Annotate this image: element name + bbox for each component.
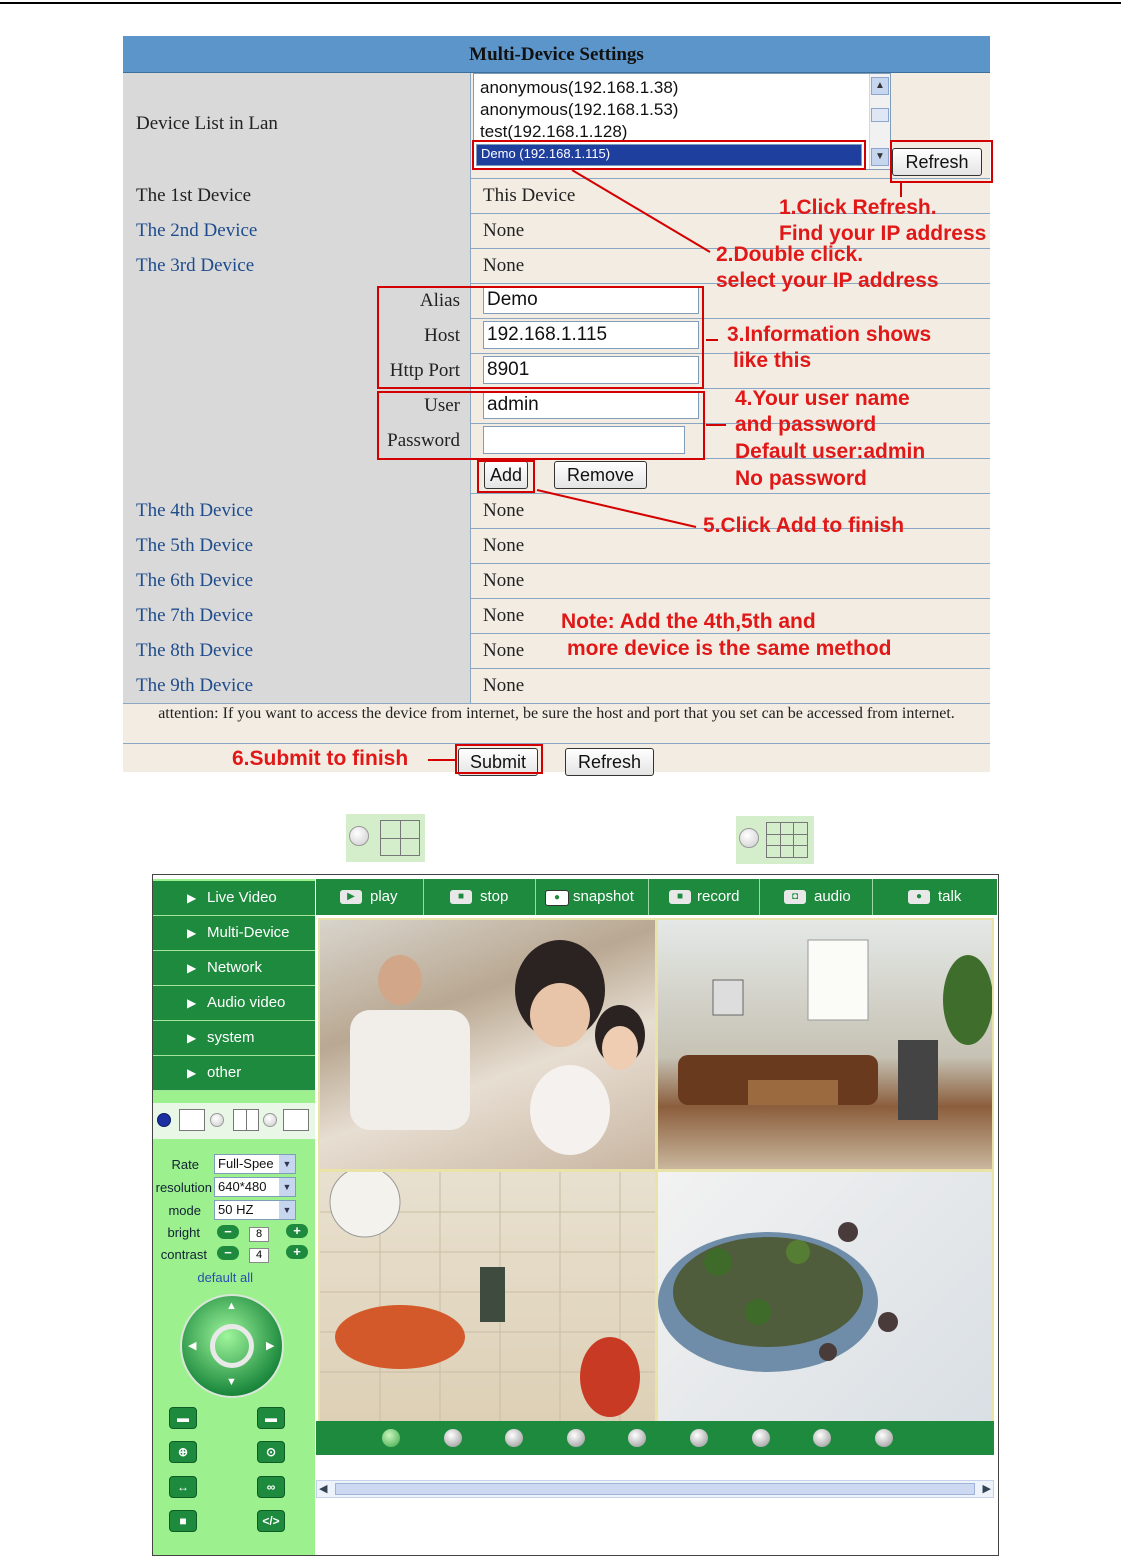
device-label[interactable]: The 9th Device bbox=[136, 675, 254, 696]
speaker-icon: ◘ bbox=[784, 890, 806, 904]
nav-live-video[interactable]: ▶ Live Video bbox=[153, 881, 315, 916]
annotation-step2: select your IP address bbox=[716, 269, 939, 292]
code-icon[interactable]: </> bbox=[257, 1510, 285, 1532]
default-all-link[interactable]: default all bbox=[197, 1270, 253, 1285]
annotation-step1: 1.Click Refresh. bbox=[779, 196, 937, 219]
sidebar bbox=[153, 879, 315, 1555]
camera-feed-3[interactable] bbox=[318, 1170, 657, 1423]
chevron-down-icon: ▼ bbox=[279, 1155, 295, 1173]
zoom-out-icon[interactable]: ⊙ bbox=[257, 1441, 285, 1463]
horizontal-patrol-icon[interactable]: ↔ bbox=[169, 1476, 197, 1498]
bright-minus-button[interactable]: − bbox=[217, 1225, 239, 1239]
contrast-value: 4 bbox=[249, 1248, 269, 1263]
play-triangle-icon: ▶ bbox=[187, 996, 197, 1010]
camera-8-indicator[interactable] bbox=[813, 1429, 831, 1447]
layout-1-radio[interactable] bbox=[157, 1113, 171, 1127]
ptz-direction-pad[interactable] bbox=[180, 1294, 284, 1398]
ptz-right-icon[interactable]: ▶ bbox=[266, 1340, 275, 1352]
bright-value: 8 bbox=[249, 1227, 269, 1242]
play-icon: ▶ bbox=[340, 890, 362, 904]
nine-view-icon bbox=[283, 1109, 309, 1131]
audio-button[interactable]: ◘ audio bbox=[760, 879, 873, 915]
stop-button[interactable]: ■ stop bbox=[424, 879, 536, 915]
record-icon: ■ bbox=[669, 890, 691, 904]
camera-selector-strip bbox=[316, 1421, 994, 1455]
host-label: Host bbox=[424, 325, 460, 346]
play-triangle-icon: ▶ bbox=[187, 1031, 197, 1045]
camera-9-indicator[interactable] bbox=[875, 1429, 893, 1447]
device-list-label: Device List in Lan bbox=[136, 113, 278, 134]
ptz-preset-icon[interactable]: ▬ bbox=[257, 1407, 285, 1429]
patrol-loop-icon[interactable]: ∞ bbox=[257, 1476, 285, 1498]
single-view-icon bbox=[179, 1109, 205, 1131]
device-list-item[interactable]: test(192.168.1.128) bbox=[480, 122, 628, 140]
device-label[interactable]: The 7th Device bbox=[136, 605, 254, 626]
annotation-note: more device is the same method bbox=[567, 637, 892, 660]
camera-7-indicator[interactable] bbox=[752, 1429, 770, 1447]
user-label: User bbox=[424, 395, 460, 416]
camera-5-indicator[interactable] bbox=[628, 1429, 646, 1447]
device-label[interactable]: The 6th Device bbox=[136, 570, 254, 591]
remove-button[interactable]: Remove bbox=[554, 461, 647, 489]
talk-button[interactable]: ● talk bbox=[873, 879, 997, 915]
add-button[interactable]: Add bbox=[484, 461, 528, 489]
device-value: None bbox=[483, 570, 525, 591]
scroll-thumb[interactable] bbox=[335, 1483, 975, 1495]
camera-1-indicator[interactable] bbox=[382, 1429, 400, 1447]
toolbar bbox=[316, 879, 997, 915]
device-value: None bbox=[483, 255, 525, 276]
horizontal-scrollbar[interactable] bbox=[316, 1480, 994, 1498]
device-value: None bbox=[483, 640, 525, 661]
annotation-step4: 4.Your user name bbox=[735, 387, 910, 410]
nav-multi-device[interactable]: ▶ Multi-Device bbox=[153, 916, 315, 951]
plant-image bbox=[658, 1172, 994, 1423]
scroll-down-icon[interactable]: ▼ bbox=[871, 148, 889, 166]
bathroom-image bbox=[320, 1172, 657, 1423]
device-value: None bbox=[483, 605, 525, 626]
camera-feed-1[interactable] bbox=[318, 918, 657, 1171]
annotation-step3: like this bbox=[733, 349, 812, 372]
contrast-plus-button[interactable]: + bbox=[286, 1245, 308, 1259]
annotation-step4: No password bbox=[735, 467, 867, 490]
play-button[interactable]: ▶ play bbox=[316, 879, 424, 915]
alias-input[interactable]: Demo bbox=[483, 286, 699, 314]
quad-view-icon bbox=[233, 1109, 259, 1131]
camera-feed-2[interactable] bbox=[656, 918, 994, 1171]
play-triangle-icon: ▶ bbox=[187, 1066, 197, 1080]
layout-9-radio[interactable] bbox=[263, 1113, 277, 1127]
http-port-input[interactable]: 8901 bbox=[483, 356, 699, 384]
mode-select[interactable]: 50 HZ ▼ bbox=[214, 1200, 296, 1220]
annotation-step1: Find your IP address bbox=[779, 222, 987, 245]
ptz-down-icon[interactable]: ▼ bbox=[226, 1376, 237, 1388]
ptz-preset-icon[interactable]: ▬ bbox=[169, 1407, 197, 1429]
device-list-item[interactable]: anonymous(192.168.1.53) bbox=[480, 100, 679, 119]
device-label: The 1st Device bbox=[136, 185, 252, 206]
contrast-minus-button[interactable]: − bbox=[217, 1246, 239, 1260]
camera-2-indicator[interactable] bbox=[444, 1429, 462, 1447]
bright-plus-button[interactable]: + bbox=[286, 1224, 308, 1238]
chevron-down-icon: ▼ bbox=[279, 1178, 295, 1196]
device-label[interactable]: The 3rd Device bbox=[136, 255, 255, 276]
layout-4-icon bbox=[346, 814, 425, 862]
camera-feed-4[interactable] bbox=[656, 1170, 994, 1423]
device-value: None bbox=[483, 675, 525, 696]
living-room-image bbox=[658, 920, 994, 1171]
refresh-list-button[interactable]: Refresh bbox=[892, 148, 982, 176]
device-list-item-selected[interactable]: Demo (192.168.1.115) bbox=[476, 144, 862, 166]
layout-4-radio[interactable] bbox=[210, 1113, 224, 1127]
user-input[interactable]: admin bbox=[483, 391, 699, 419]
annotation-step2: 2.Double click. bbox=[716, 243, 864, 266]
annotation-step4: and password bbox=[735, 413, 877, 436]
ptz-left-icon[interactable]: ◀ bbox=[188, 1340, 197, 1352]
annotation-step3: 3.Information shows bbox=[727, 323, 932, 346]
nav-system[interactable]: ▶ system bbox=[153, 1021, 315, 1056]
scroll-right-icon[interactable]: ▶ bbox=[982, 1483, 991, 1495]
submit-button[interactable]: Submit bbox=[458, 748, 538, 776]
panel-title: Multi-Device Settings bbox=[123, 36, 990, 73]
http-port-label: Http Port bbox=[389, 360, 460, 381]
device-list-item[interactable]: anonymous(192.168.1.38) bbox=[480, 78, 679, 97]
camera-4-indicator[interactable] bbox=[567, 1429, 585, 1447]
annotation-step4: Default user:admin bbox=[735, 440, 926, 463]
nav-network[interactable]: ▶ Network bbox=[153, 951, 315, 986]
nav-audio-video[interactable]: ▶ Audio video bbox=[153, 986, 315, 1021]
family-photo-image bbox=[320, 920, 657, 1171]
layout-9-icon bbox=[736, 816, 814, 864]
bright-label: bright bbox=[167, 1225, 200, 1240]
resolution-label: resolution bbox=[155, 1180, 212, 1195]
annotation-step6: 6.Submit to finish bbox=[232, 747, 409, 770]
device-label[interactable]: The 5th Device bbox=[136, 535, 254, 556]
annotation-step5: 5.Click Add to finish bbox=[703, 514, 905, 537]
device-label[interactable]: The 4th Device bbox=[136, 500, 254, 521]
mode-label: mode bbox=[168, 1203, 201, 1218]
ptz-center-button[interactable] bbox=[210, 1324, 254, 1368]
ptz-up-icon[interactable]: ▲ bbox=[226, 1300, 237, 1312]
stop-icon[interactable]: ■ bbox=[169, 1510, 197, 1532]
password-label: Password bbox=[387, 430, 460, 451]
nav-other[interactable]: ▶ other bbox=[153, 1056, 315, 1091]
chevron-down-icon: ▼ bbox=[279, 1201, 295, 1219]
snapshot-button[interactable]: ● snapshot bbox=[536, 879, 649, 915]
contrast-label: contrast bbox=[160, 1247, 207, 1262]
device-value: None bbox=[483, 500, 525, 521]
attention-note: attention: If you want to access the device from internet, be sure the host and port that you set can be accessed from internet. bbox=[158, 705, 955, 722]
record-button[interactable]: ■ record bbox=[649, 879, 760, 915]
zoom-in-icon[interactable]: ⊕ bbox=[169, 1441, 197, 1463]
device-label[interactable]: The 2nd Device bbox=[136, 220, 258, 241]
rate-select[interactable]: Full-Spee ▼ bbox=[214, 1154, 296, 1174]
scroll-up-icon[interactable]: ▲ bbox=[871, 77, 889, 95]
host-input[interactable]: 192.168.1.115 bbox=[483, 321, 699, 349]
layout-selector bbox=[153, 1103, 315, 1139]
play-triangle-icon: ▶ bbox=[187, 961, 197, 975]
rate-label: Rate bbox=[171, 1157, 199, 1172]
alias-label: Alias bbox=[419, 290, 460, 311]
annotation-note: Note: Add the 4th,5th and bbox=[561, 610, 816, 633]
resolution-select[interactable]: 640*480 ▼ bbox=[214, 1177, 296, 1197]
device-label[interactable]: The 8th Device bbox=[136, 640, 254, 661]
camera-viewer-window bbox=[152, 874, 999, 1556]
device-value: None bbox=[483, 535, 525, 556]
stop-icon: ■ bbox=[450, 890, 472, 904]
camera-3-indicator[interactable] bbox=[505, 1429, 523, 1447]
camera-6-indicator[interactable] bbox=[690, 1429, 708, 1447]
device-value: None bbox=[483, 220, 525, 241]
refresh-button[interactable]: Refresh bbox=[565, 748, 654, 776]
microphone-icon: ● bbox=[908, 890, 930, 904]
camera-icon: ● bbox=[545, 890, 569, 906]
play-triangle-icon: ▶ bbox=[187, 926, 197, 940]
device-value: This Device bbox=[483, 185, 576, 206]
scroll-left-icon[interactable]: ◀ bbox=[319, 1483, 328, 1495]
play-triangle-icon: ▶ bbox=[187, 891, 197, 905]
